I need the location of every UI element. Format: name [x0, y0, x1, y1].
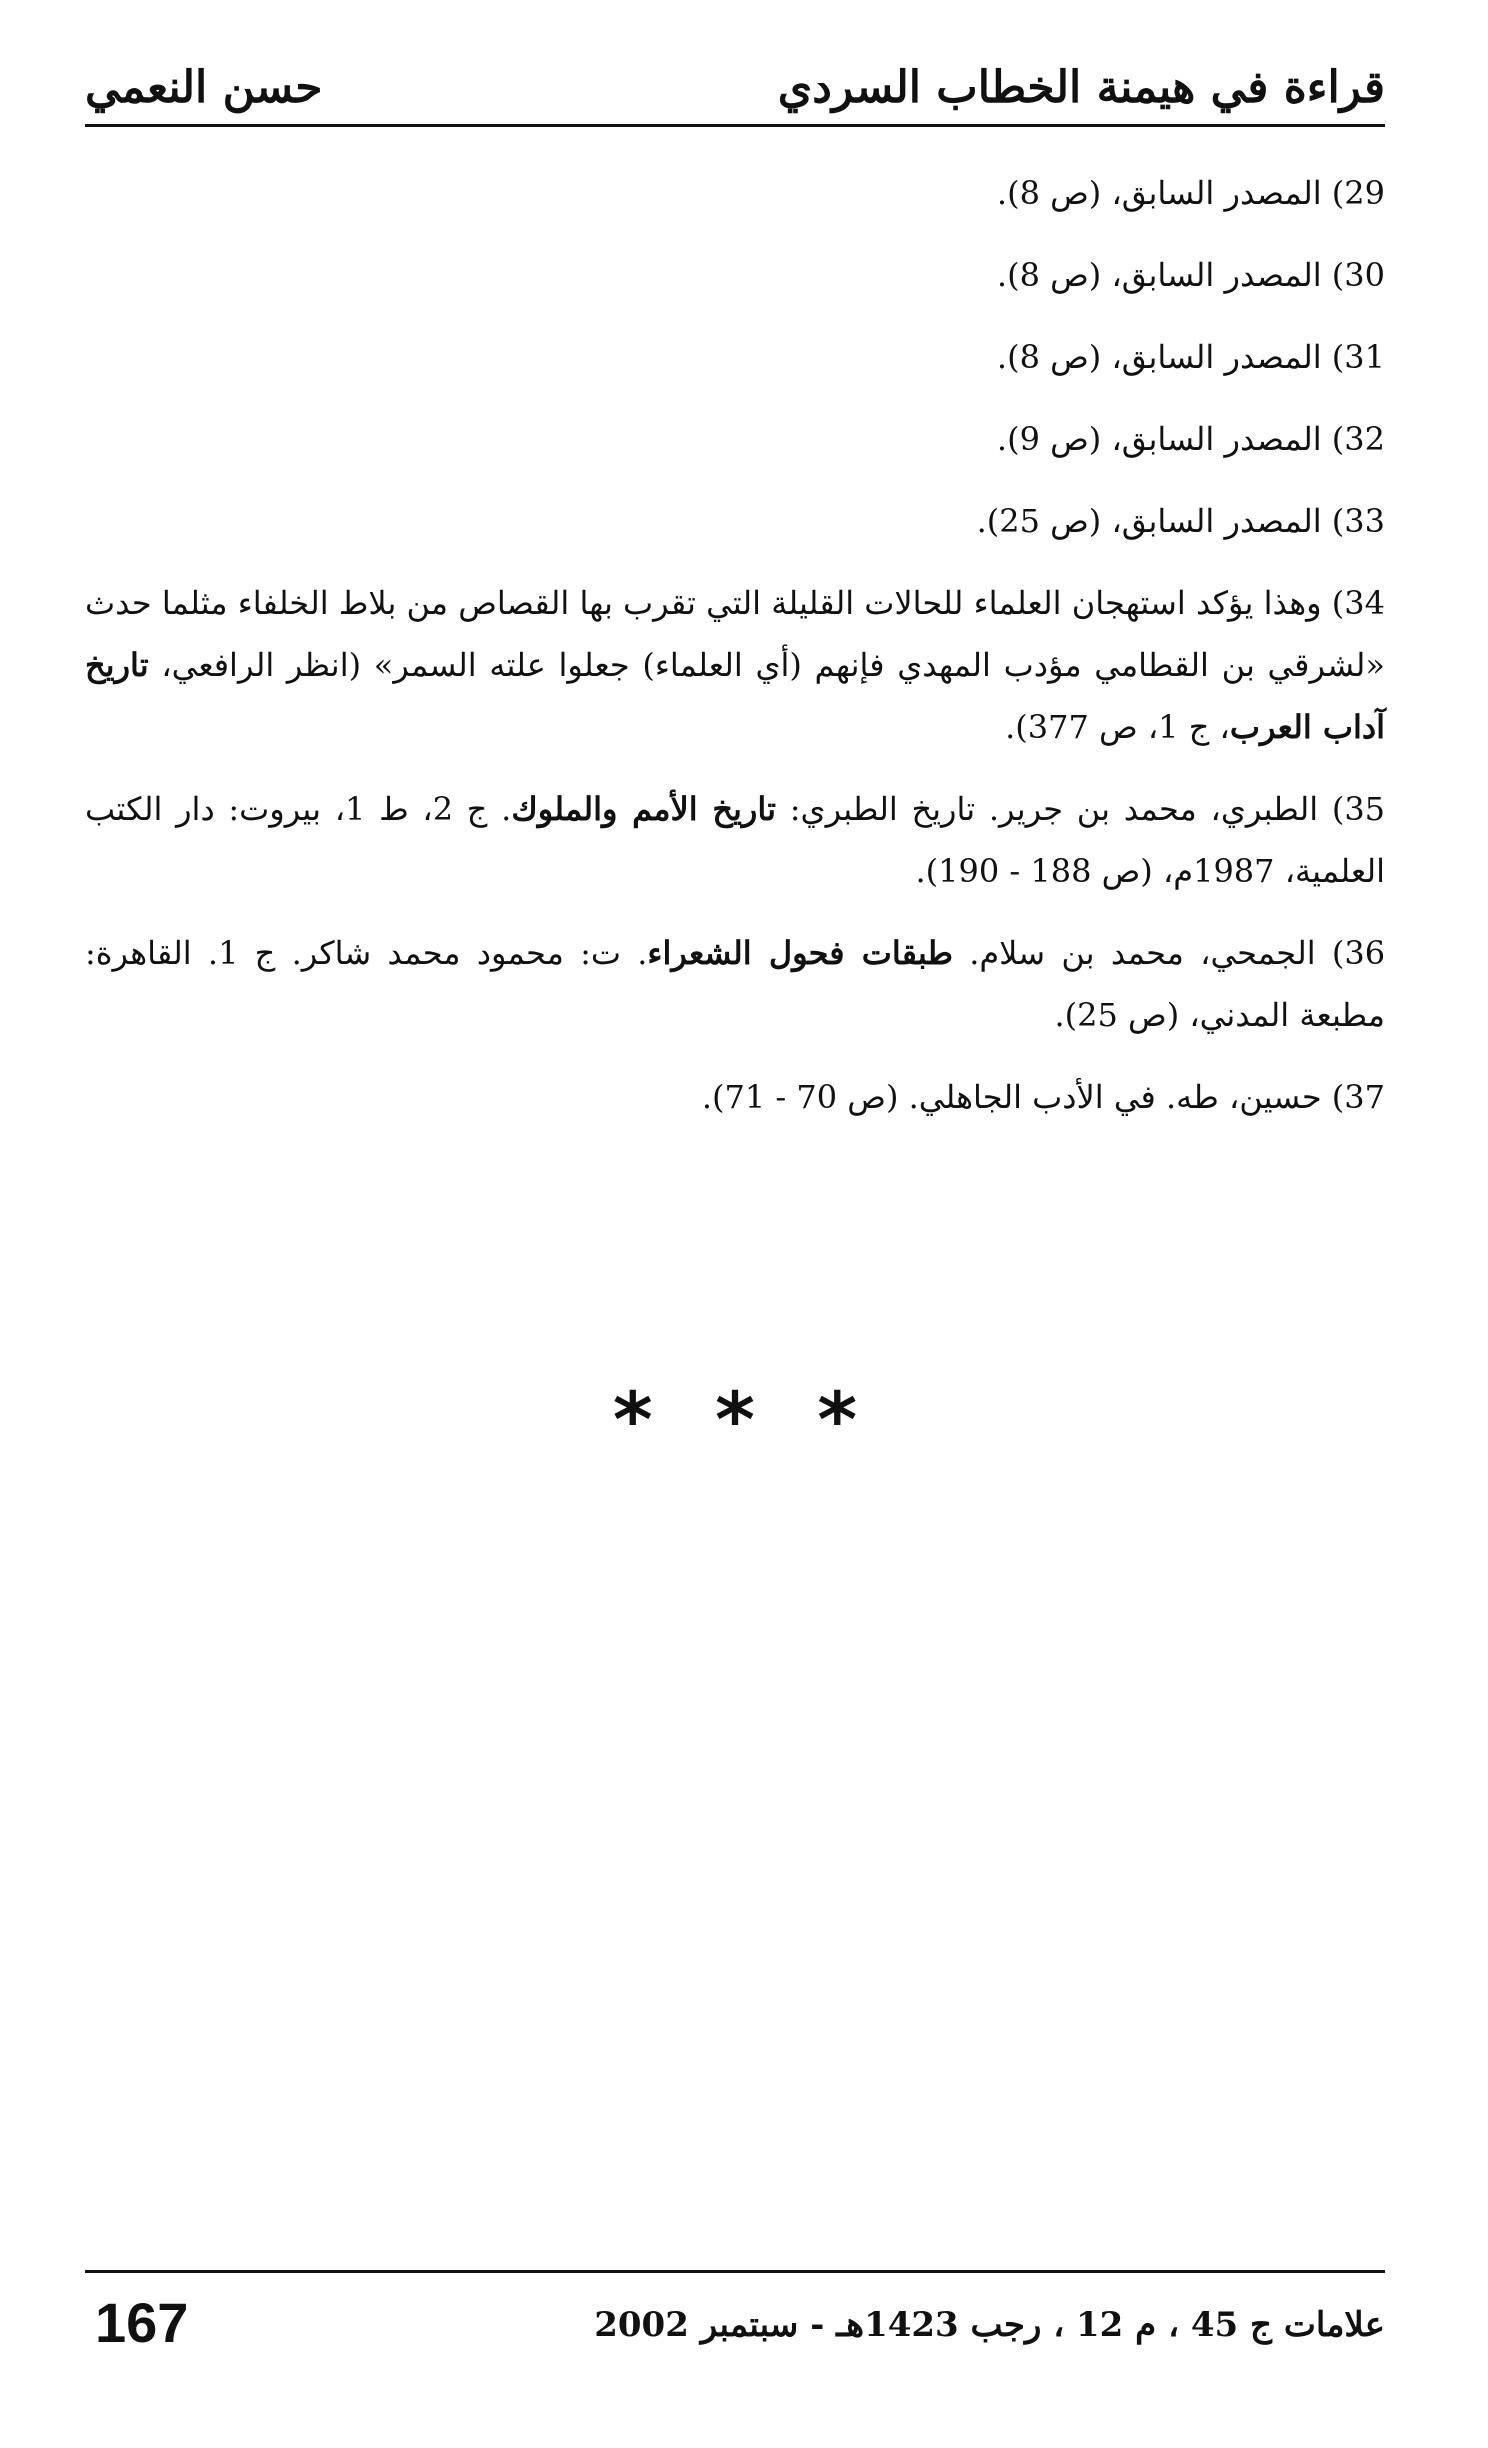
- endnote-34: [85, 572, 1385, 758]
- endnotes-list: [85, 162, 1385, 1148]
- endnote-35-book-title: تاريخ الأمم والملوك: [511, 790, 777, 828]
- endnote-36-citation: . ت: محمود محمد شاكر. ج 1. القاهرة: مطبعة المدني، (ص 25).: [85, 934, 1385, 1034]
- endnote-35: [85, 778, 1385, 902]
- page-number: 167: [95, 2291, 189, 2354]
- endnote-34-book-title: تاريخ آداب العرب: [85, 646, 1385, 746]
- endnote-30: 30) المصدر السابق، (ص 8).: [996, 256, 1385, 294]
- endnote-36-author: 36) الجمحي، محمد بن سلام.: [952, 934, 1386, 972]
- endnote-36: [85, 922, 1385, 1046]
- journal-issue-line: علامات ج 45 ، م 12 ، رجب 1423هـ - سبتمبر 2002: [594, 2305, 1385, 2345]
- endnote-37: 37) حسين، طه. في الأدب الجاهلي. (ص 70 - 71).: [701, 1078, 1385, 1116]
- header-divider: [85, 124, 1385, 127]
- endnote-35-citation: . ج 2، ط 1، بيروت: دار الكتب العلمية، 1987م، (ص 188 - 190).: [85, 790, 1385, 890]
- endnote-35-author: 35) الطبري، محمد بن جرير. تاريخ الطبري:: [776, 790, 1386, 828]
- endnote-36-book-title: طبقات فحول الشعراء: [647, 934, 953, 972]
- endnote-33: 33) المصدر السابق، (ص 25).: [976, 502, 1385, 540]
- endnote-34-text: 34) وهذا يؤكد استهجان العلماء للحالات القليلة التي تقرب بها القصاص من بلاط الخلفاء مثلما حدث «لشرقي بن القطامي مؤدب المهدي فإنهم (أي العلماء) جعلوا علته السمر» (انظر الرافعي،: [85, 584, 1386, 684]
- section-separator: * * *: [612, 1375, 876, 1464]
- running-header: [85, 52, 1385, 122]
- endnote-31: 31) المصدر السابق، (ص 8).: [996, 338, 1385, 376]
- footer-divider: [85, 2270, 1385, 2273]
- running-author: حسن النعمي: [85, 61, 323, 113]
- endnote-34-citation: ، ج 1، ص 377).: [1005, 708, 1230, 746]
- endnote-29: 29) المصدر السابق، (ص 8).: [996, 174, 1385, 212]
- endnote-32: 32) المصدر السابق، (ص 9).: [996, 420, 1385, 458]
- running-title: قراءة في هيمنة الخطاب السردي: [777, 61, 1385, 113]
